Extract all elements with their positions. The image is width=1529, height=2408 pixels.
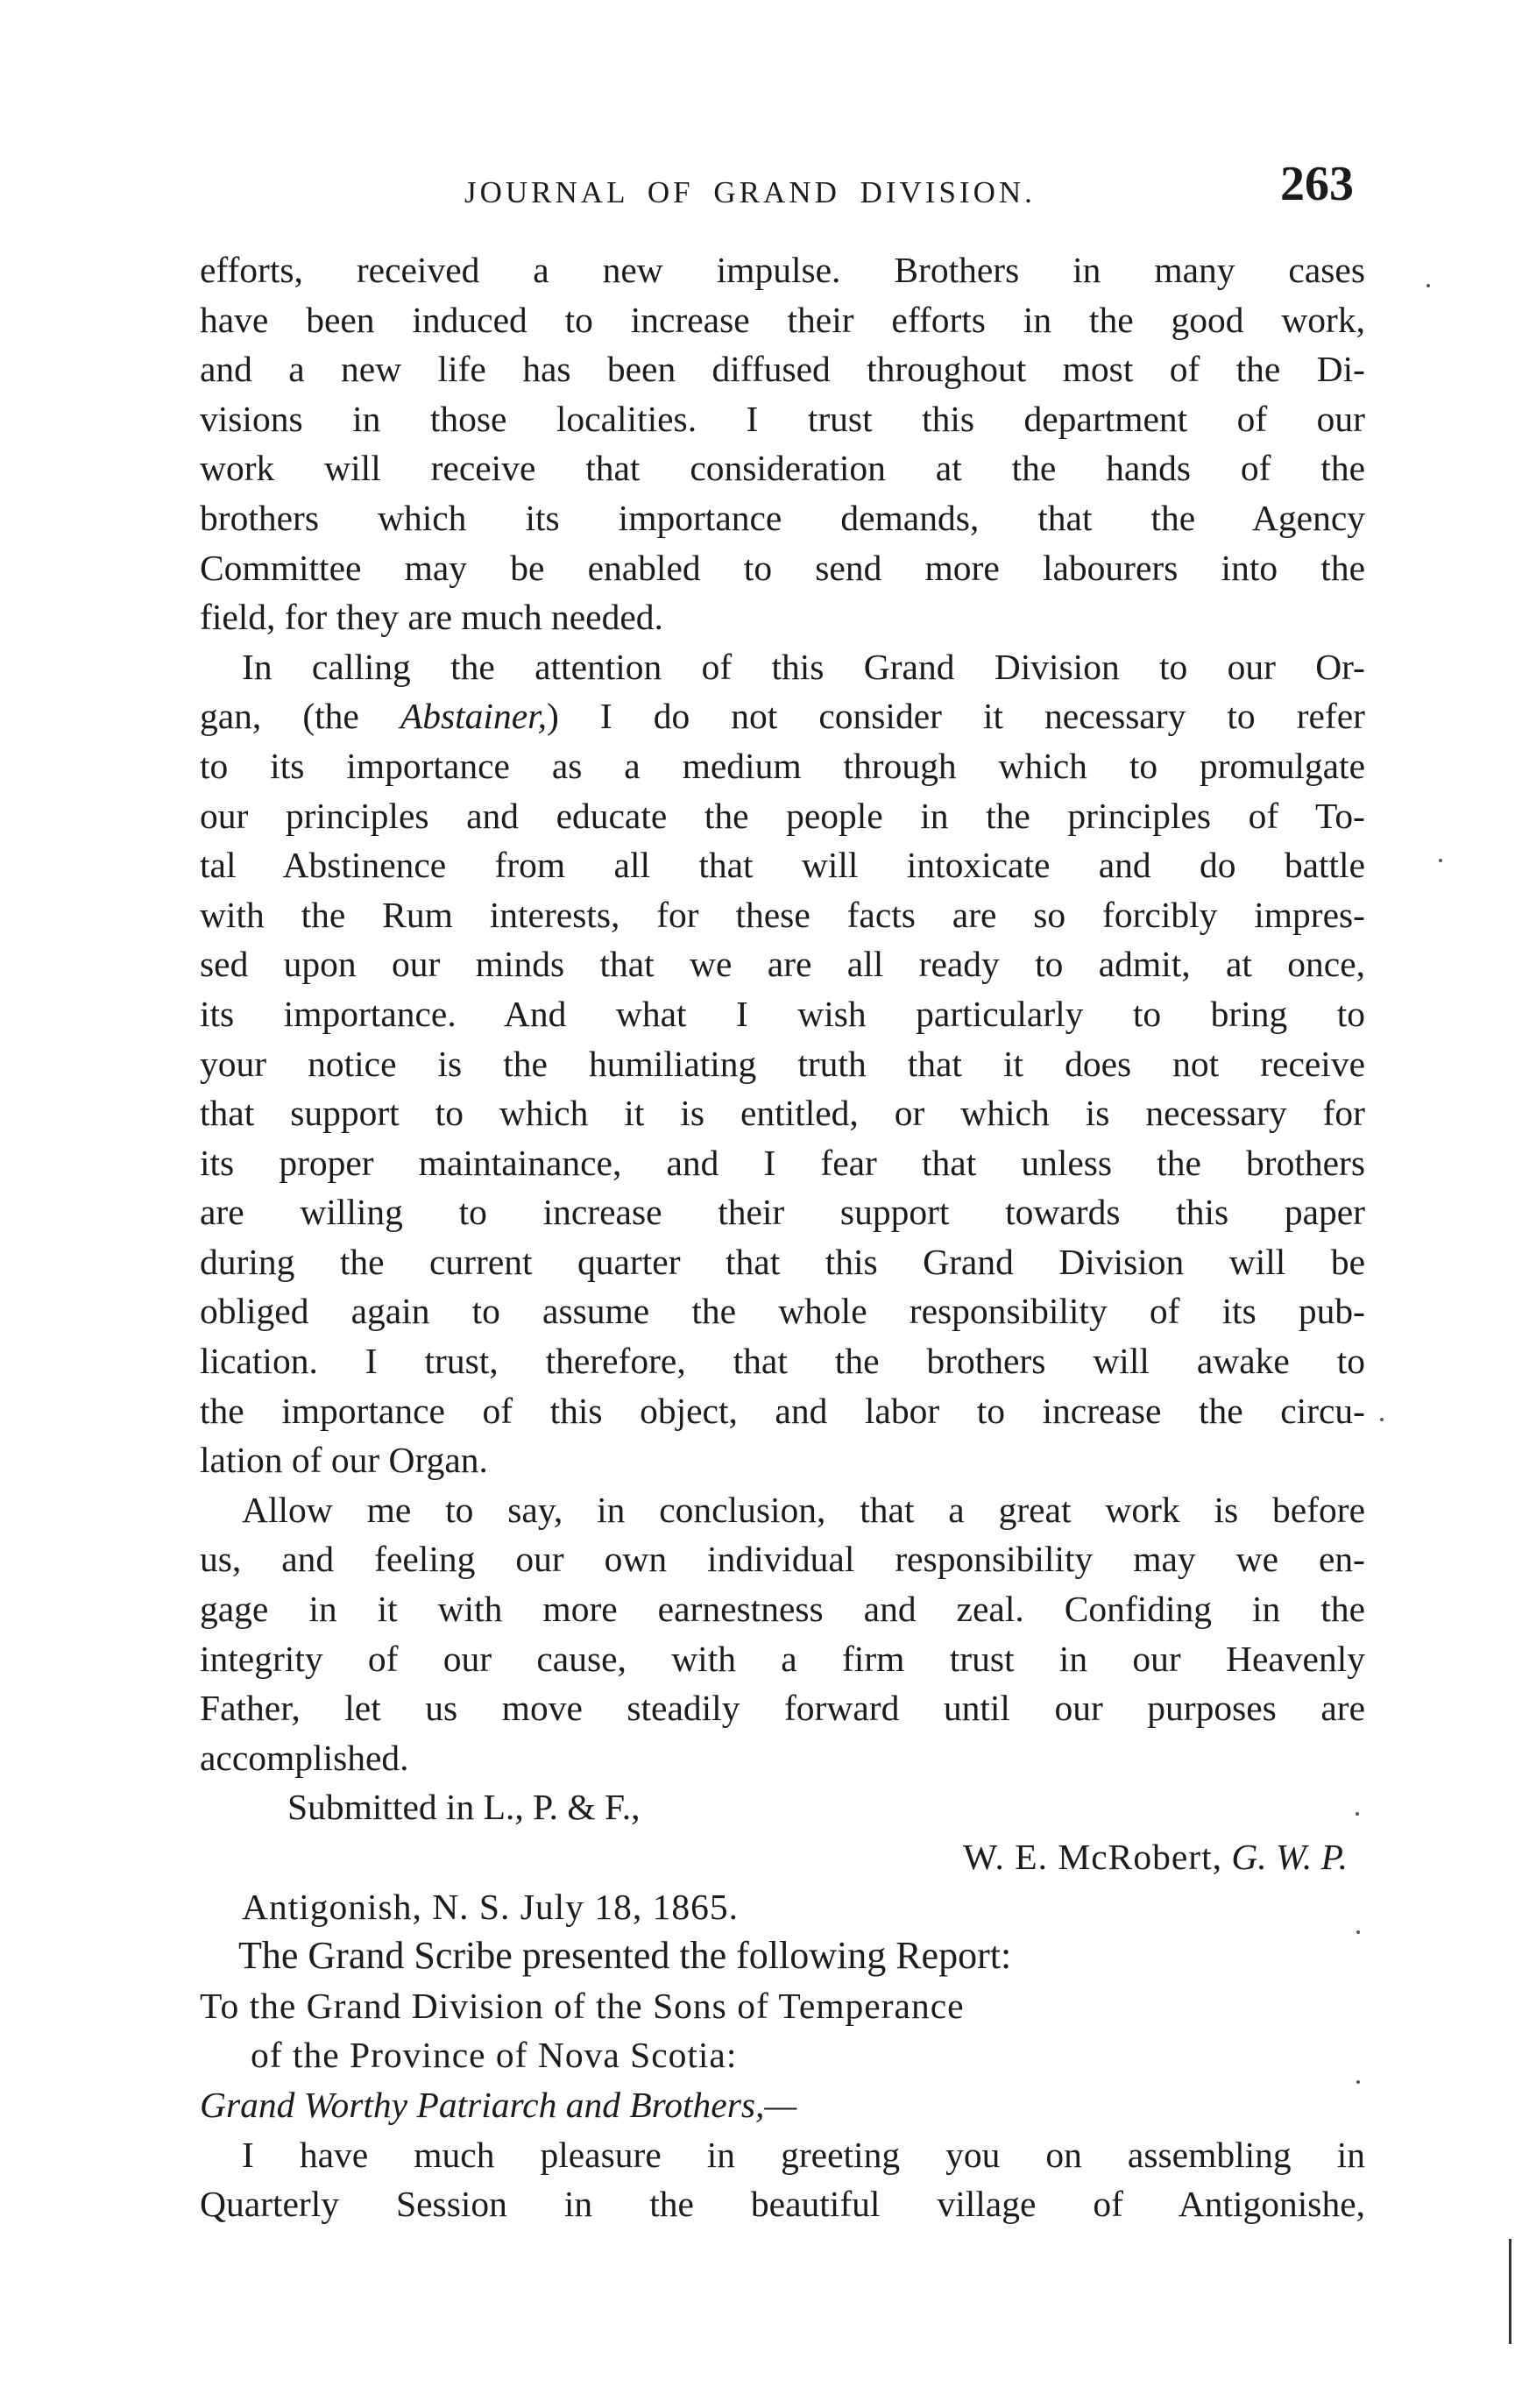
- scan-speck: [1439, 859, 1442, 862]
- text-line: to its importance as a medium through which to promulgate: [200, 745, 1365, 786]
- report-address-line-2: of the Province of Nova Scotia:: [251, 2035, 738, 2076]
- text-line: our principles and educate the people in the principles of To-: [200, 795, 1365, 836]
- margin-mark: [1509, 2239, 1511, 2344]
- text-line: accomplished.: [200, 1737, 409, 1778]
- text-line: obliged again to assume the whole responsibility of its pub-: [200, 1291, 1365, 1332]
- body-text: [200, 245, 1365, 2229]
- text-line: are willing to increase their support towards this paper: [200, 1192, 1365, 1233]
- organ-text-before: gan, (the: [200, 696, 400, 737]
- text-line: us, and feeling our own individual responsibility may we en-: [200, 1539, 1365, 1580]
- scan-speck: [1426, 284, 1430, 287]
- signature-name: W. E. McRobert,: [963, 1837, 1223, 1877]
- text-line: lication. I trust, therefore, that the brothers will awake to: [200, 1341, 1365, 1382]
- text-line: with the Rum interests, for these facts are so forcibly impres-: [200, 894, 1365, 935]
- text-line: Father, let us move steadily forward until our purposes are: [200, 1688, 1365, 1729]
- report-intro: The Grand Scribe presented the following Report:: [238, 1934, 1012, 1978]
- text-line: Committee may be enabled to send more labourers into the: [200, 547, 1365, 588]
- text-line: Allow me to say, in conclusion, that a great work is before: [242, 1489, 1365, 1530]
- text-line: its importance. And what I wish particularly to bring to: [200, 993, 1365, 1034]
- text-line: and a new life has been diffused throughout most of the Di-: [200, 349, 1365, 390]
- text-line: visions in those localities. I trust this department of our: [200, 398, 1365, 439]
- running-head: JOURNAL OF GRAND DIVISION.: [464, 175, 1036, 209]
- place-date-line: Antigonish, N. S. July 18, 1865.: [242, 1886, 739, 1927]
- text-line: its proper maintainance, and I fear that unless the brothers: [200, 1142, 1365, 1183]
- signature-title: G. W. P.: [1231, 1837, 1348, 1877]
- text-line: integrity of our cause, with a firm trust in our Heavenly: [200, 1638, 1365, 1679]
- report-salutation: Grand Worthy Patriarch and Brothers,—: [200, 2084, 797, 2125]
- scan-speck: [1380, 1418, 1384, 1421]
- organ-title: Abstainer,: [400, 696, 548, 737]
- text-line: have been induced to increase their efforts in the good work,: [200, 299, 1365, 340]
- text-line: that support to which it is entitled, or which is necessary for: [200, 1093, 1365, 1134]
- scan-speck: [1356, 1930, 1360, 1934]
- text-line: your notice is the humiliating truth that it does not receive: [200, 1043, 1365, 1084]
- text-line: In calling the attention of this Grand Division to our Or-: [242, 646, 1365, 687]
- text-line: during the current quarter that this Grand Division will be: [200, 1241, 1365, 1282]
- text-line: brothers which its importance demands, that the Agency: [200, 497, 1365, 538]
- signature-line: [200, 1832, 1365, 1882]
- text-line: work will receive that consideration at the hands of the: [200, 448, 1365, 489]
- text-line-organ: [200, 691, 1365, 741]
- scan-speck: [1356, 1812, 1359, 1816]
- text-line: the importance of this object, and labor to increase the circu-: [200, 1390, 1365, 1431]
- submitted-line: Submitted in L., P. & F.,: [287, 1787, 641, 1828]
- page-header: [202, 140, 1363, 210]
- text-line: tal Abstinence from all that will intoxicate and do battle: [200, 845, 1365, 886]
- report-address-line-1: To the Grand Division of the Sons of Temperance: [200, 1985, 965, 2026]
- text-line: I have much pleasure in greeting you on assembling in: [242, 2134, 1365, 2175]
- text-line: Quarterly Session in the beautiful village of Antigonishe,: [200, 2184, 1365, 2225]
- scan-speck: [1356, 2080, 1360, 2084]
- text-line: gage in it with more earnestness and zeal. Confiding in the: [200, 1589, 1365, 1630]
- text-line: efforts, received a new impulse. Brothers in many cases: [200, 250, 1365, 290]
- organ-text-after: ) I do not consider it necessary to refer: [547, 696, 1365, 737]
- text-line: lation of our Organ.: [200, 1440, 488, 1481]
- text-line: sed upon our minds that we are all ready to admit, at once,: [200, 944, 1365, 985]
- page-number: 263: [1280, 157, 1354, 211]
- text-line: field, for they are much needed.: [200, 597, 663, 638]
